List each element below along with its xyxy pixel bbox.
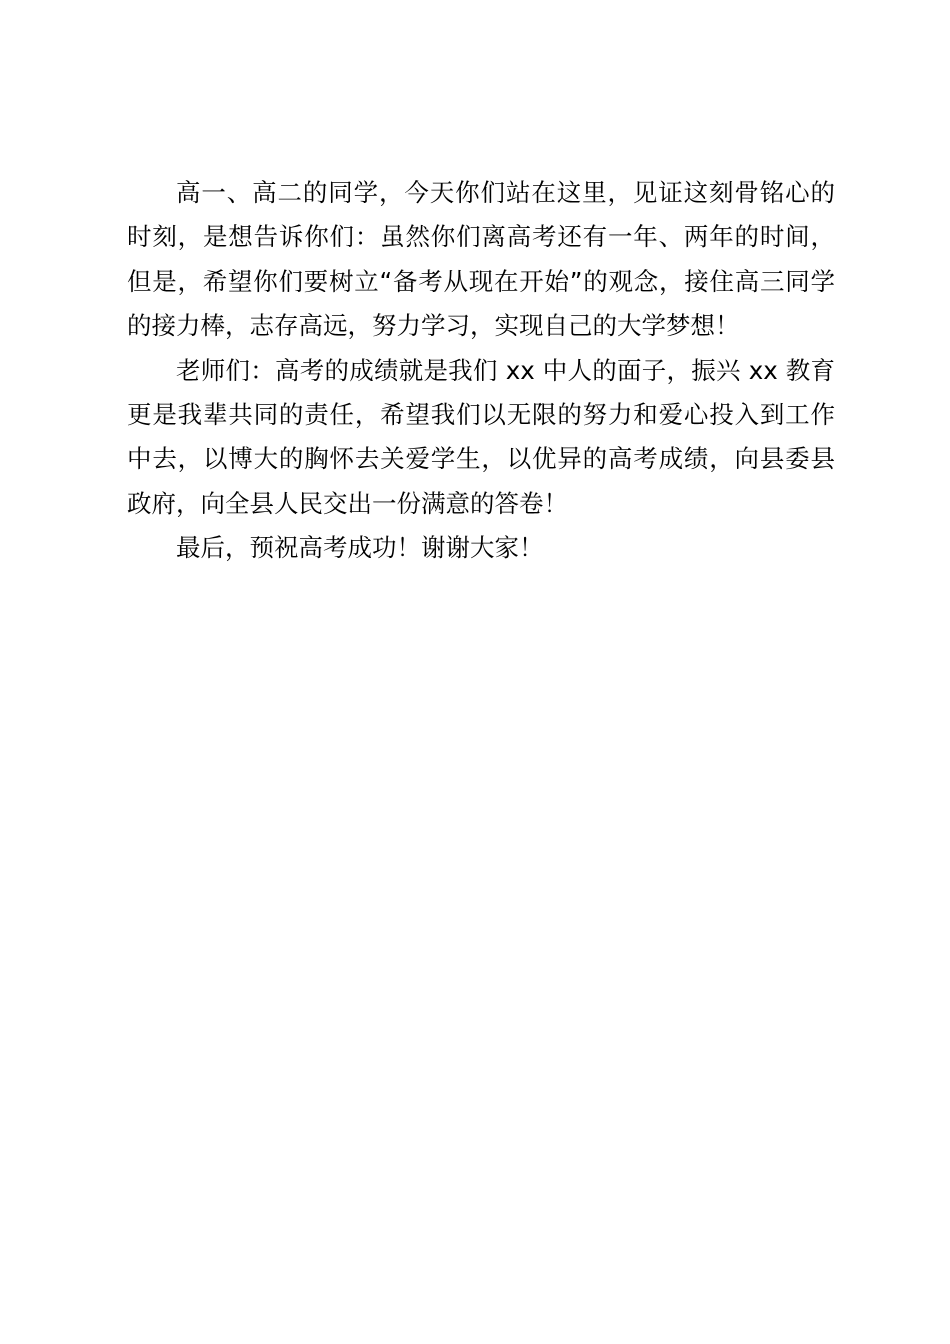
- paragraph-closing: 最后，预祝高考成功！谢谢大家！: [176, 533, 544, 563]
- document-body: [127, 171, 835, 571]
- paragraph-students: 高一、高二的同学，今天你们站在这里，见证这刻骨铭心的时刻，是想告诉你们：虽然你们离高考还有一年、两年的时间，但是，希望你们要树立“备考从现在开始”的观念，接住高三同学的接力棒，志存高远，努力学习，实现自己的大学梦想！: [127, 178, 835, 341]
- paragraph-teachers: 老师们：高考的成绩就是我们 xx 中人的面子，振兴 xx 教育更是我辈共同的责任，希望我们以无限的努力和爱心投入到工作中去，以博大的胸怀去关爱学生，以优异的高考成绩，向县委县政府，向全县人民交出一份满意的答卷！: [127, 355, 835, 518]
